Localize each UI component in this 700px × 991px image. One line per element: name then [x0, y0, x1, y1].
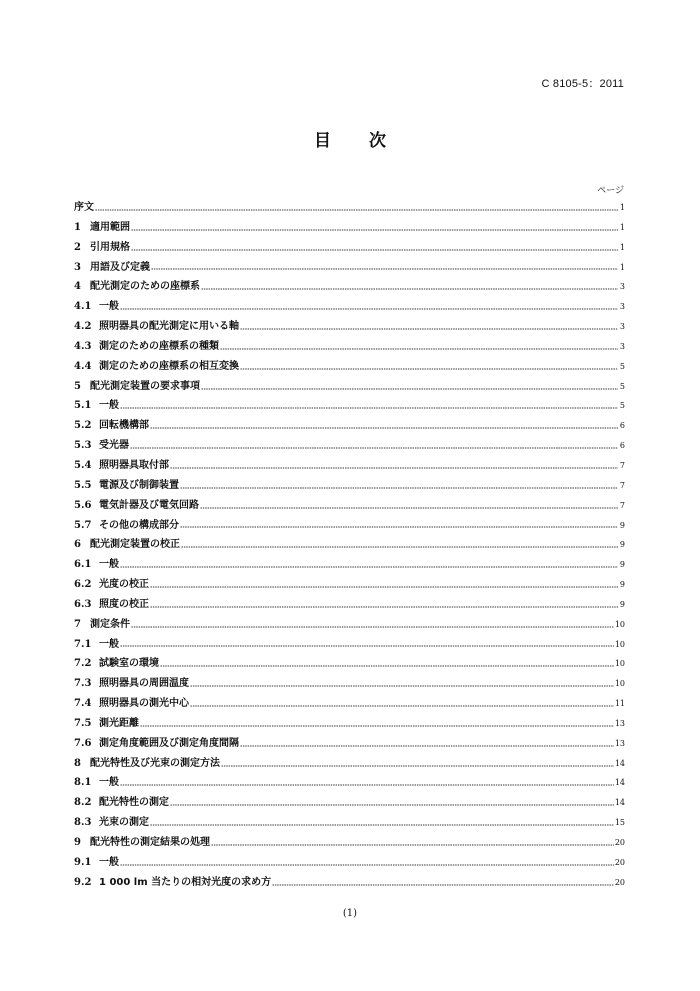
toc-dot-leader — [221, 765, 614, 767]
toc-dot-leader — [240, 328, 618, 330]
toc-dot-leader — [150, 427, 618, 429]
toc-entry-number: 5.1 — [74, 400, 92, 412]
toc-entry[interactable] — [74, 635, 625, 655]
toc-entry-page: 15 — [614, 818, 625, 828]
toc-dot-leader — [131, 229, 618, 231]
toc-entry-page: 14 — [614, 778, 625, 788]
toc-dot-leader — [140, 725, 614, 727]
toc-entry-page: 5 — [619, 401, 625, 411]
toc-entry-page: 20 — [614, 838, 625, 847]
toc-entry-page: 9 — [619, 540, 625, 550]
toc-entry-page: 14 — [614, 798, 625, 808]
toc-entry-number: 8.3 — [74, 817, 92, 829]
toc-entry[interactable] — [74, 198, 625, 218]
toc-entry-page: 10 — [614, 619, 625, 629]
toc-entry[interactable] — [74, 714, 625, 734]
toc-entry[interactable] — [74, 456, 625, 476]
toc-dot-leader — [211, 844, 614, 846]
toc-entry[interactable] — [74, 297, 625, 317]
toc-entry-number: 8 — [74, 757, 81, 769]
toc-entry[interactable] — [74, 218, 625, 238]
toc-dot-leader — [170, 467, 618, 469]
toc-entry-title: 用語及び定義 — [90, 261, 150, 273]
toc-entry-number: 5.5 — [74, 479, 92, 491]
toc-entry-page: 5 — [619, 361, 625, 371]
toc-entry-number: 9.1 — [74, 856, 92, 868]
toc-entry-title: 一般 — [99, 301, 119, 313]
toc-entry-page: 14 — [614, 758, 625, 768]
toc-entry-page: 9 — [619, 580, 625, 590]
toc-entry[interactable] — [74, 793, 625, 813]
toc-entry-title: 測定のための座標系の種類 — [99, 340, 219, 352]
toc-entry-page: 1 — [619, 242, 625, 252]
toc-entry-number: 8.1 — [74, 777, 92, 789]
toc-entry-number: 7.2 — [74, 658, 92, 670]
toc-entry-page: 3 — [619, 302, 625, 312]
toc-entry-page: 7 — [619, 460, 625, 470]
toc-entry-page: 3 — [619, 282, 625, 292]
toc-entry-number: 7.3 — [74, 678, 92, 690]
toc-entry-number: 5.2 — [74, 420, 92, 432]
toc-entry-page: 7 — [619, 500, 625, 510]
toc-entry-title: 測定のための座標系の相互変換 — [99, 360, 239, 372]
toc-entry-title: 測定角度範囲及び測定角度間隔 — [99, 737, 239, 749]
document-id: C 8105-5：2011 — [541, 78, 624, 90]
toc-entry-title: 照明器具の測光中心 — [99, 698, 189, 710]
toc-entry-title: 配光測定のための座標系 — [90, 281, 200, 293]
toc-dot-leader — [200, 507, 618, 509]
toc-entry-title: 測光距離 — [99, 717, 139, 729]
toc-dot-leader — [181, 546, 618, 548]
toc-dot-leader — [201, 288, 618, 290]
toc-dot-leader — [170, 804, 614, 806]
toc-entry-page: 1 — [619, 222, 625, 232]
toc-entry-number: 4.2 — [74, 321, 92, 333]
toc-dot-leader — [150, 606, 618, 608]
toc-entry-page: 20 — [614, 857, 625, 867]
toc-entry-page: 9 — [619, 520, 625, 530]
toc-entry-page: 1 — [619, 203, 625, 212]
toc-entry-number: 7.6 — [74, 737, 92, 749]
toc-entry[interactable] — [74, 436, 625, 456]
toc-dot-leader — [131, 249, 618, 251]
toc-entry-number: 8.2 — [74, 797, 92, 809]
toc-entry-title: 配光特性の測定結果の処理 — [90, 837, 210, 848]
toc-entry[interactable] — [74, 476, 625, 496]
toc-dot-leader — [240, 368, 618, 370]
toc-entry-page: 1 — [619, 262, 625, 272]
toc-entry[interactable] — [74, 575, 625, 595]
toc-entry-title: 照度の校正 — [99, 598, 149, 610]
toc-entry[interactable] — [74, 555, 625, 575]
toc-entry-number: 6.1 — [74, 559, 92, 571]
toc-entry-title: その他の構成部分 — [99, 519, 179, 531]
toc-entry-number: 7.5 — [74, 717, 92, 729]
toc-entry-number: 4.3 — [74, 340, 92, 352]
toc-entry-page: 9 — [619, 599, 625, 609]
toc-entry-number: 4.4 — [74, 360, 92, 372]
toc-dot-leader — [160, 665, 614, 667]
toc-dot-leader — [220, 348, 618, 350]
toc-entry-page: 3 — [619, 322, 625, 332]
toc-entry-title: 序文 — [74, 202, 94, 213]
toc-entry[interactable] — [74, 654, 625, 674]
toc-dot-leader — [190, 685, 614, 687]
toc-entry-title: 配光測定装置の校正 — [90, 539, 180, 551]
toc-entry-number: 6.2 — [74, 579, 92, 591]
toc-entry[interactable] — [74, 258, 625, 278]
toc-entry-number: 5 — [74, 380, 81, 392]
toc-dot-leader — [180, 487, 618, 489]
toc-dot-leader — [150, 824, 614, 826]
toc-dot-leader — [95, 209, 618, 211]
toc-entry[interactable] — [74, 535, 625, 555]
toc-entry-number: 6.3 — [74, 598, 92, 610]
toc-dot-leader — [120, 308, 618, 310]
toc-entry-page: 5 — [619, 381, 625, 391]
toc-entry-title: 回転機構部 — [99, 420, 149, 432]
toc-entry-number: 7.1 — [74, 638, 92, 650]
toc-dot-leader — [150, 586, 618, 588]
toc-entry-page: 20 — [614, 877, 625, 887]
toc-entry[interactable] — [74, 277, 625, 297]
toc-entry-page: 13 — [614, 718, 625, 728]
toc-entry-number: 9.2 — [74, 876, 92, 888]
toc-entry-number: 5.7 — [74, 519, 92, 531]
toc-entry[interactable] — [74, 238, 625, 258]
toc-dot-leader — [272, 884, 614, 886]
toc-entry[interactable] — [74, 377, 625, 397]
toc-entry-number: 4 — [74, 281, 81, 293]
toc-entry-title: 引用規格 — [90, 241, 130, 253]
toc-entry-page: 6 — [619, 421, 625, 431]
toc-entry-title: 一般 — [99, 777, 119, 789]
toc-entry-page: 11 — [614, 699, 625, 709]
toc-entry[interactable] — [74, 357, 625, 377]
toc-entry-number: 6 — [74, 539, 81, 551]
toc-entry[interactable] — [74, 754, 625, 774]
toc-entry-number: 7.4 — [74, 698, 92, 710]
toc-entry-number: 5.3 — [74, 440, 92, 452]
toc-dot-leader — [151, 268, 618, 270]
toc-entry-title: 一般 — [99, 559, 119, 571]
toc-entry-title: 配光特性の測定 — [99, 797, 169, 809]
toc-entry-page: 10 — [614, 659, 625, 669]
toc-entry-number: 4.1 — [74, 301, 92, 313]
toc-dot-leader — [120, 566, 618, 568]
toc-entry-page: 10 — [614, 679, 625, 689]
toc-entry-page: 13 — [614, 738, 625, 748]
toc-entry[interactable] — [74, 317, 625, 337]
page-column-label: ページ — [597, 186, 624, 196]
toc-entry-page: 6 — [619, 441, 625, 451]
toc-entry-number: 5.4 — [74, 459, 92, 471]
toc-dot-leader — [120, 784, 614, 786]
toc-entry-title: 受光器 — [99, 440, 129, 452]
toc-entry-title: 電気計器及び電気回路 — [99, 499, 199, 511]
toc-entry-title: 照明器具の配光測定に用いる軸 — [99, 321, 239, 333]
toc-entry[interactable] — [74, 853, 625, 873]
toc-entry-number: 5.6 — [74, 499, 92, 511]
toc-entry-title: 一般 — [99, 856, 119, 868]
toc-entry-title: 電源及び制御装置 — [99, 479, 179, 491]
toc-entry-page: 3 — [619, 341, 625, 351]
toc-entry-page: 9 — [619, 560, 625, 570]
toc-entry-number: 7 — [74, 618, 81, 630]
page-title: 目 次 — [314, 131, 402, 151]
toc-entry-number: 3 — [74, 261, 81, 273]
toc-entry-title: 測定条件 — [90, 618, 130, 630]
toc-entry[interactable] — [74, 416, 625, 436]
toc-entry-number: 9 — [74, 837, 81, 848]
toc-dot-leader — [190, 705, 614, 707]
toc-dot-leader — [120, 864, 614, 866]
toc-entry-number: 1 — [74, 221, 81, 233]
toc-entry-title: 配光測定装置の要求事項 — [90, 380, 200, 392]
toc-entry[interactable] — [74, 873, 625, 893]
toc-entry-page: 7 — [619, 480, 625, 490]
toc-entry-title: 一般 — [99, 638, 119, 650]
toc-dot-leader — [240, 745, 614, 747]
toc-entry-title: 適用範囲 — [90, 221, 130, 233]
toc-entry-title: 試験室の環境 — [99, 658, 159, 670]
toc-entry-title: 光度の校正 — [99, 579, 149, 591]
toc-entry[interactable] — [74, 595, 625, 615]
toc-entry[interactable] — [74, 833, 625, 853]
toc-entry-page: 10 — [614, 639, 625, 649]
toc-entry-title: 光束の測定 — [99, 817, 149, 829]
toc-dot-leader — [131, 626, 614, 628]
toc-entry[interactable] — [74, 615, 625, 635]
toc-entry[interactable] — [74, 734, 625, 754]
toc-dot-leader — [130, 447, 618, 449]
toc-dot-leader — [201, 388, 618, 390]
page-number: (1) — [342, 908, 358, 919]
toc-entry[interactable] — [74, 813, 625, 833]
toc-entry[interactable] — [74, 496, 625, 516]
toc-entry[interactable] — [74, 674, 625, 694]
toc-entry[interactable] — [74, 694, 625, 714]
table-of-contents — [74, 198, 625, 893]
toc-entry[interactable] — [74, 773, 625, 793]
toc-dot-leader — [120, 645, 614, 647]
toc-entry[interactable] — [74, 516, 625, 536]
toc-entry-title: 照明器具取付部 — [99, 459, 169, 471]
toc-dot-leader — [180, 526, 618, 528]
toc-entry[interactable] — [74, 337, 625, 357]
toc-entry-title: 配光特性及び光束の測定方法 — [90, 757, 220, 769]
toc-entry-number: 2 — [74, 241, 81, 253]
toc-dot-leader — [120, 407, 618, 409]
toc-entry[interactable] — [74, 396, 625, 416]
toc-entry-title: 照明器具の周囲温度 — [99, 678, 189, 690]
toc-entry-title: 一般 — [99, 400, 119, 412]
toc-entry-title: 1 000 lm 当たりの相対光度の求め方 — [99, 876, 272, 888]
